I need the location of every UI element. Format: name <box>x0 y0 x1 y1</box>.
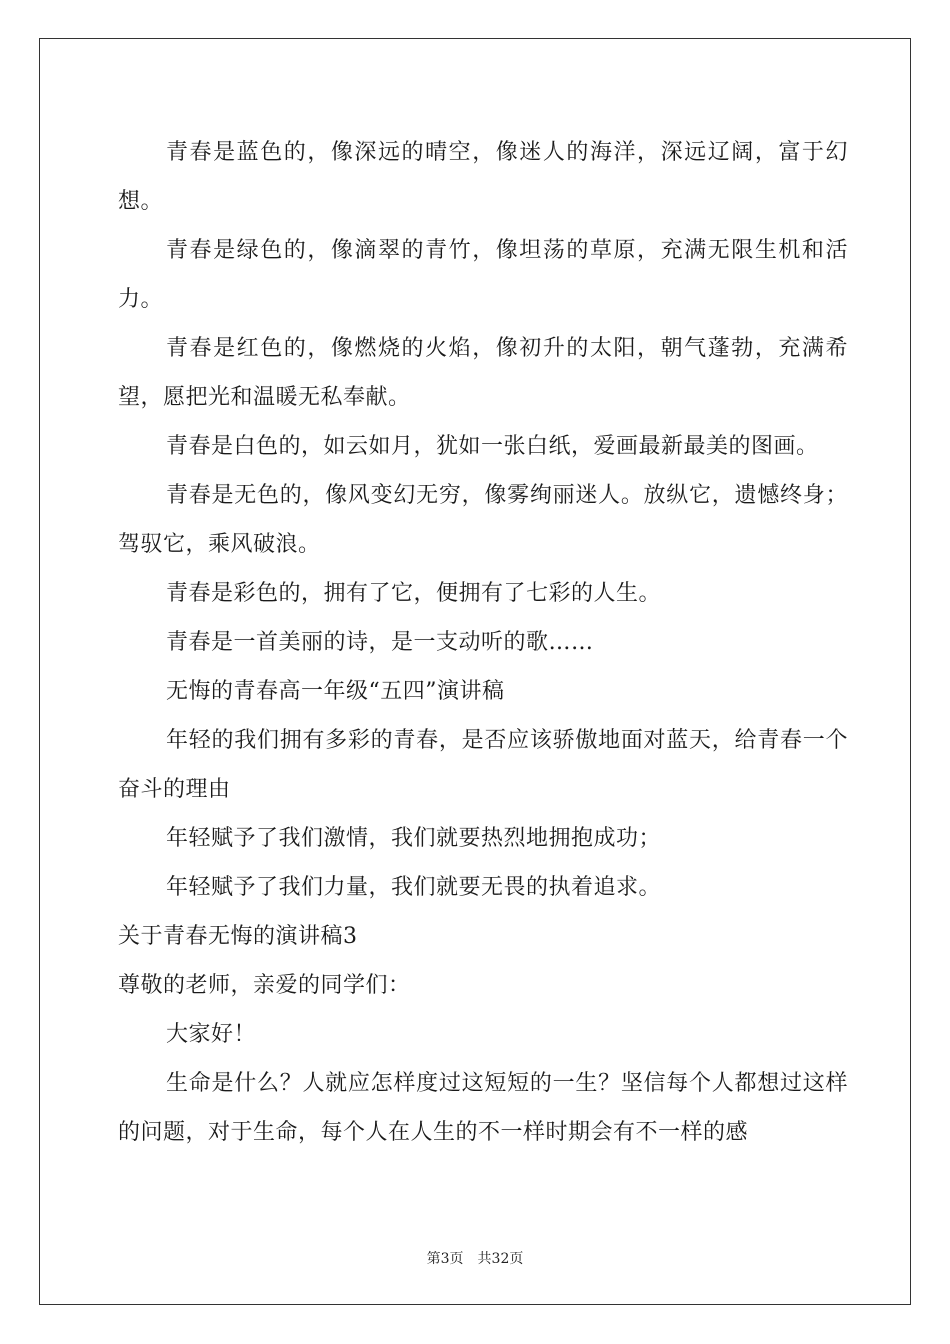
greeting: 大家好！ <box>166 1022 257 1047</box>
paragraph-poem-song: 青春是一首美丽的诗，是一支动听的歌…… <box>166 630 594 655</box>
document-body <box>118 128 848 1157</box>
section-heading: 关于青春无悔的演讲稿3 <box>118 924 358 949</box>
total-pages: 共32页 <box>477 1251 524 1267</box>
salutation: 尊敬的老师，亲爱的同学们： <box>118 973 411 998</box>
paragraph-blue-youth: 青春是蓝色的，像深远的晴空，像迷人的海洋，深远辽阔，富于幻想。 <box>118 140 848 214</box>
paragraph-colorful-youth: 青春是彩色的，拥有了它，便拥有了七彩的人生。 <box>166 581 662 606</box>
paragraph-passion: 年轻赋予了我们激情，我们就要热烈地拥抱成功； <box>166 826 662 851</box>
paragraph-white-youth: 青春是白色的，如云如月，犹如一张白纸，爱画最新最美的图画。 <box>166 434 819 459</box>
page-number: 第3页 <box>426 1251 464 1267</box>
paragraph-young-us: 年轻的我们拥有多彩的青春，是否应该骄傲地面对蓝天，给青春一个奋斗的理由 <box>118 728 848 802</box>
paragraph-colorless-youth: 青春是无色的，像风变幻无穷，像雾绚丽迷人。放纵它，遗憾终身；驾驭它，乘风破浪。 <box>118 483 848 557</box>
paragraph-red-youth: 青春是红色的，像燃烧的火焰，像初升的太阳，朝气蓬勃，充满希望，愿把光和温暖无私奉献。 <box>118 336 848 410</box>
paragraph-what-is-life: 生命是什么？人就应怎样度过这短短的一生？坚信每个人都想过这样的问题，对于生命，每个人在人生的不一样时期会有不一样的感 <box>118 1071 848 1145</box>
paragraph-strength: 年轻赋予了我们力量，我们就要无畏的执着追求。 <box>166 875 662 900</box>
page-footer <box>0 1248 950 1268</box>
speech-subtitle: 无悔的青春高一年级“五四”演讲稿 <box>166 679 505 704</box>
paragraph-green-youth: 青春是绿色的，像滴翠的青竹，像坦荡的草原，充满无限生机和活力。 <box>118 238 848 312</box>
